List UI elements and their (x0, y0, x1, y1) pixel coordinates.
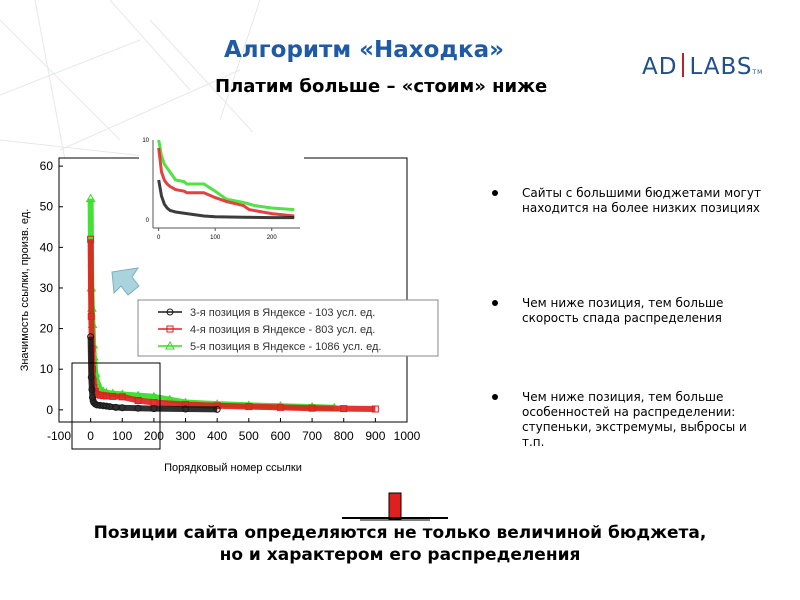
x-tick-label: 800 (333, 429, 354, 443)
y-tick-label: 40 (39, 240, 53, 255)
x-tick-label: 700 (302, 429, 323, 443)
adlabs-logo (642, 53, 764, 81)
bullet-dot (492, 300, 498, 306)
y-tick-label: 60 (39, 159, 53, 174)
x-tick-label: 1000 (393, 429, 421, 443)
x-tick-label: -100 (46, 429, 72, 443)
bullet-dot (492, 394, 498, 400)
conclusion-line-2: но и характером его распределения (219, 545, 581, 565)
inset-chart (139, 132, 304, 242)
y-tick-label: 10 (39, 362, 53, 377)
y-axis-label: Значимость ссылки, произв. ед. (19, 208, 31, 372)
x-axis-label: Порядковый номер ссылки (164, 462, 302, 474)
y-tick-label: 0 (46, 402, 53, 417)
conclusion-text (40, 522, 760, 566)
inset-x-tick-label: 200 (266, 235, 277, 241)
legend-label: 4-я позиция в Яндексе - 803 усл. ед. (190, 324, 376, 336)
chart-area (0, 130, 470, 480)
legend-label: 3-я позиция в Яндексе - 103 усл. ед. (190, 307, 376, 319)
inset-x-tick-label: 0 (156, 235, 161, 241)
inset-y-tick-label: 0 (145, 218, 149, 224)
arrow-down-icon (340, 490, 450, 524)
x-tick-label: 100 (112, 429, 133, 443)
logo-text-right: LABS (689, 54, 753, 80)
bullet-text: Сайты с большими бюджетами могут находится на более низких позициях (522, 186, 761, 215)
x-tick-label: 500 (238, 429, 259, 443)
x-tick-label: 600 (270, 429, 291, 443)
logo-text-left: AD (642, 54, 678, 80)
logo-divider (682, 53, 684, 77)
x-tick-label: 900 (365, 429, 386, 443)
conclusion-line-1: Позиции сайта определяются не только величиной бюджета, (93, 523, 707, 543)
slide-subtitle: Платим больше – «стоим» ниже (215, 76, 548, 97)
bullet-text: Чем ниже позиция, тем больше особенностей на распределении: ступеньки, экстремумы, выбросы и т.п. (522, 390, 747, 449)
y-tick-label: 30 (39, 280, 53, 295)
slide-title: Алгоритм «Находка» (224, 37, 505, 63)
y-tick-label: 20 (39, 321, 53, 336)
inset-background (139, 132, 304, 242)
logo-tm: TM (752, 69, 764, 76)
y-tick-label: 50 (39, 199, 53, 214)
x-tick-label: 200 (143, 429, 164, 443)
bullet-dot (492, 190, 498, 196)
x-tick-label: 0 (87, 429, 94, 443)
inset-y-tick-label: 10 (142, 138, 149, 144)
x-tick-label: 300 (175, 429, 196, 443)
bullet-text: Чем ниже позиция, тем больше скорость спада распределения (522, 296, 724, 325)
chart-legend (138, 300, 438, 356)
inset-x-tick-label: 100 (210, 235, 221, 241)
x-tick-label: 400 (207, 429, 228, 443)
legend-label: 5-я позиция в Яндексе - 1086 усл. ед. (190, 341, 382, 353)
